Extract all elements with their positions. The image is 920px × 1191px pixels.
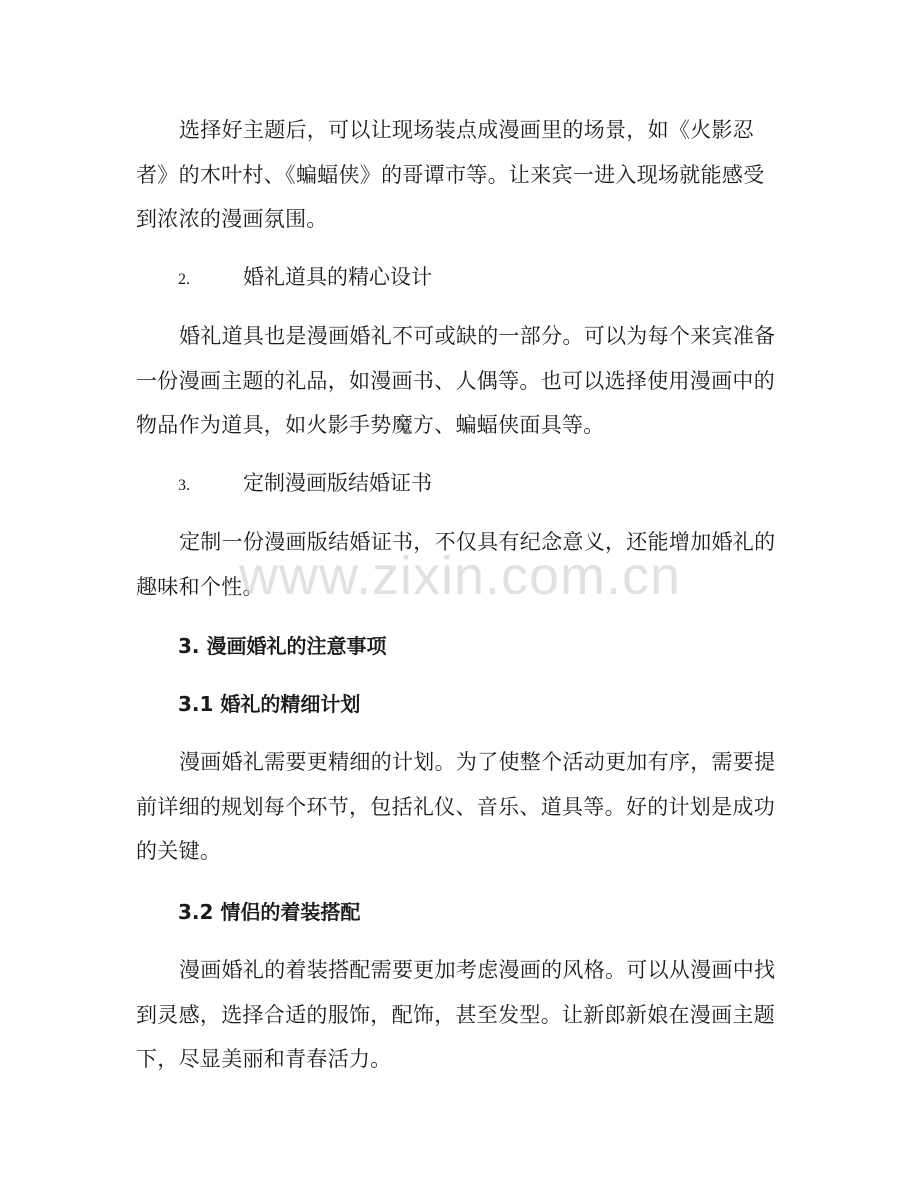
watermark: www.zixin.com.cn	[238, 546, 682, 606]
paragraph-attire: 漫画婚礼的着装搭配需要更加考虑漫画的风格。可以从漫画中找到灵感，选择合适的服饰，配饰，甚至发型。让新郎新娘在漫画主题下，尽显美丽和青春活力。	[136, 958, 776, 1071]
paragraph-wedding-props: 婚礼道具也是漫画婚礼不可或缺的一部分。可以为每个来宾准备一份漫画主题的礼品，如漫画书、人偶等。也可以选择使用漫画中的物品作为道具，如火影手势魔方、蝙蝠侠面具等。	[136, 324, 776, 437]
list-item-text: 定制漫画版结婚证书	[243, 471, 432, 495]
subsection-heading-planning: 3.1 婚礼的精细计划	[178, 692, 361, 716]
list-item-props-design	[178, 262, 432, 295]
section-heading-notes: 3. 漫画婚礼的注意事项	[178, 634, 387, 658]
paragraph-planning: 漫画婚礼需要更精细的计划。为了使整个活动更加有序，需要提前详细的规划每个环节，包括礼仪、音乐、道具等。好的计划是成功的关键。	[136, 750, 776, 863]
list-item-marriage-certificate	[178, 468, 432, 501]
subsection-heading-attire: 3.2 情侣的着装搭配	[178, 900, 361, 924]
paragraph-certificate: 定制一份漫画版结婚证书，不仅具有纪念意义，还能增加婚礼的趣味和个性。	[136, 530, 776, 599]
list-item-number: 3.	[178, 477, 190, 494]
list-item-text: 婚礼道具的精心设计	[243, 265, 432, 289]
list-item-number: 2.	[178, 271, 190, 288]
paragraph-scene-decoration: 选择好主题后，可以让现场装点成漫画里的场景，如《火影忍者》的木叶村、《蝙蝠侠》的哥谭市等。让来宾一进入现场就能感受到浓浓的漫画氛围。	[136, 118, 765, 231]
